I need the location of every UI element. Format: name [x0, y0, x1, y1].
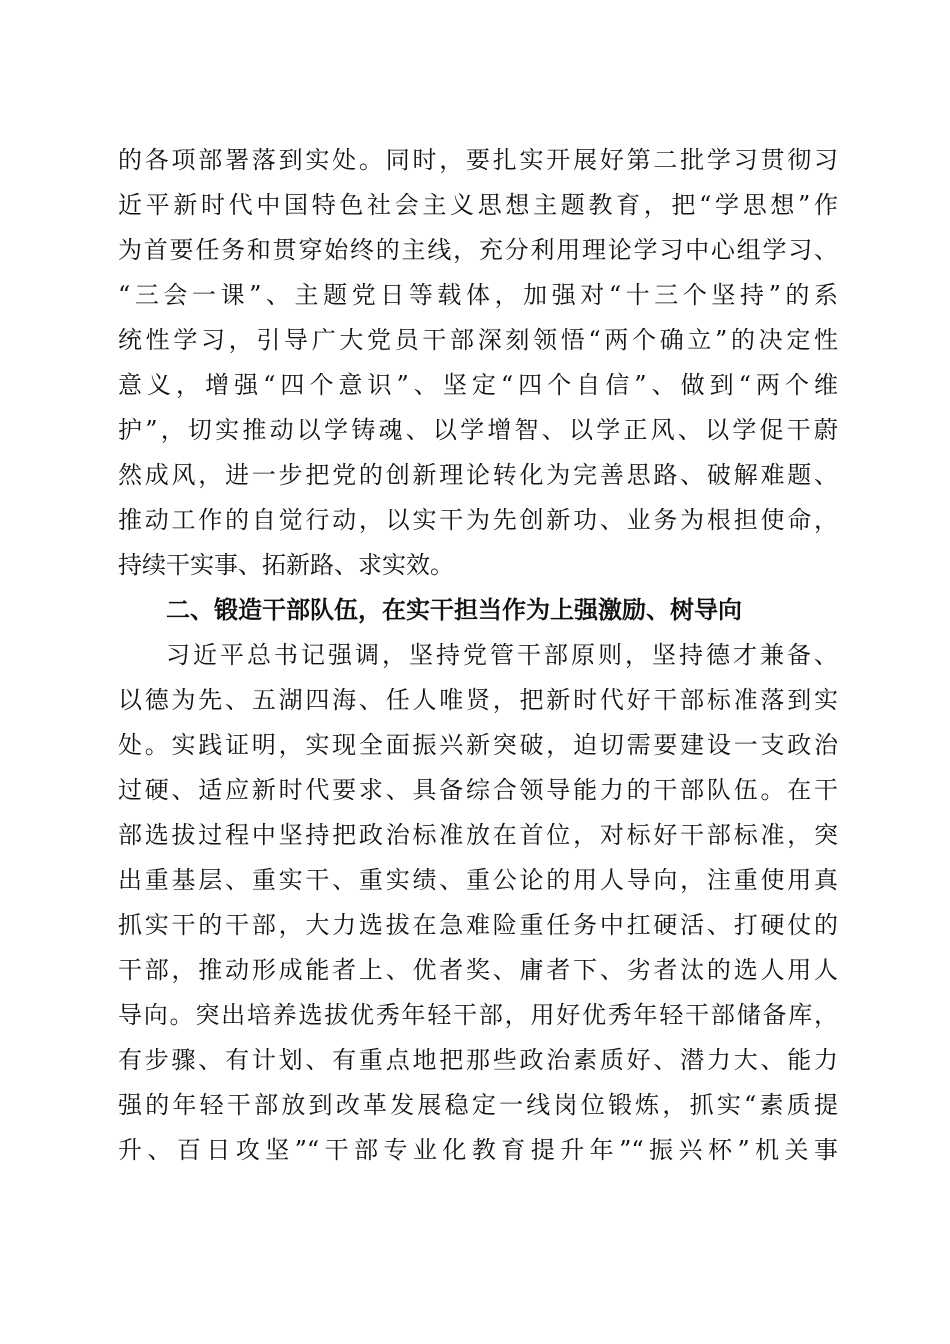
paragraph-line: 出重基层、重实干、重实绩、重公论的用人导向，注重使用真: [118, 866, 838, 894]
paragraph-line: 强的年轻干部放到改革发展稳定一线岗位锻炼，抓实“素质提: [118, 1091, 838, 1119]
paragraph-line: 然成风，进一步把党的创新理论转化为完善思路、破解难题、: [118, 461, 838, 489]
paragraph-line: 抓实干的干部，大力选拔在急难险重任务中扛硬活、打硬仗的: [118, 911, 838, 939]
paragraph-line: 导向。突出培养选拔优秀年轻干部，用好优秀年轻干部储备库，: [118, 1001, 838, 1029]
paragraph-line: 护”，切实推动以学铸魂、以学增智、以学正风、以学促干蔚: [118, 416, 838, 444]
paragraph-line: “三会一课”、主题党日等载体，加强对“十三个坚持”的系: [118, 281, 838, 309]
paragraph-line: 以德为先、五湖四海、任人唯贤，把新时代好干部标准落到实: [118, 686, 838, 714]
paragraph-line: 有步骤、有计划、有重点地把那些政治素质好、潜力大、能力: [118, 1046, 838, 1074]
paragraph-line: 习近平总书记强调，坚持党管干部原则，坚持德才兼备、: [166, 641, 838, 669]
paragraph-line: 近平新时代中国特色社会主义思想主题教育，把“学思想”作: [118, 191, 838, 219]
paragraph-line: 持续干实事、拓新路、求实效。: [118, 551, 454, 579]
paragraph-line: 意义，增强“四个意识”、坚定“四个自信”、做到“两个维: [118, 371, 838, 399]
paragraph-line: 处。实践证明，实现全面振兴新突破，迫切需要建设一支政治: [118, 731, 838, 759]
paragraph-line: 统性学习，引导广大党员干部深刻领悟“两个确立”的决定性: [118, 326, 838, 354]
paragraph-line: 的各项部署落到实处。同时，要扎实开展好第二批学习贯彻习: [118, 146, 838, 174]
body-text: [118, 138, 838, 1173]
paragraph-line: 干部，推动形成能者上、优者奖、庸者下、劣者汰的选人用人: [118, 956, 838, 984]
paragraph-line: 推动工作的自觉行动，以实干为先创新功、业务为根担使命，: [118, 506, 838, 534]
paragraph-line: 部选拔过程中坚持把政治标准放在首位，对标好干部标准，突: [118, 821, 838, 849]
paragraph-line: 过硬、适应新时代要求、具备综合领导能力的干部队伍。在干: [118, 776, 838, 804]
section-heading: 二、锻造干部队伍，在实干担当作为上强激励、树导向: [166, 596, 742, 624]
paragraph-line: 升、百日攻坚”“干部专业化教育提升年”“振兴杯”机关事: [118, 1136, 838, 1164]
paragraph-line: 为首要任务和贯穿始终的主线，充分利用理论学习中心组学习、: [118, 236, 838, 264]
